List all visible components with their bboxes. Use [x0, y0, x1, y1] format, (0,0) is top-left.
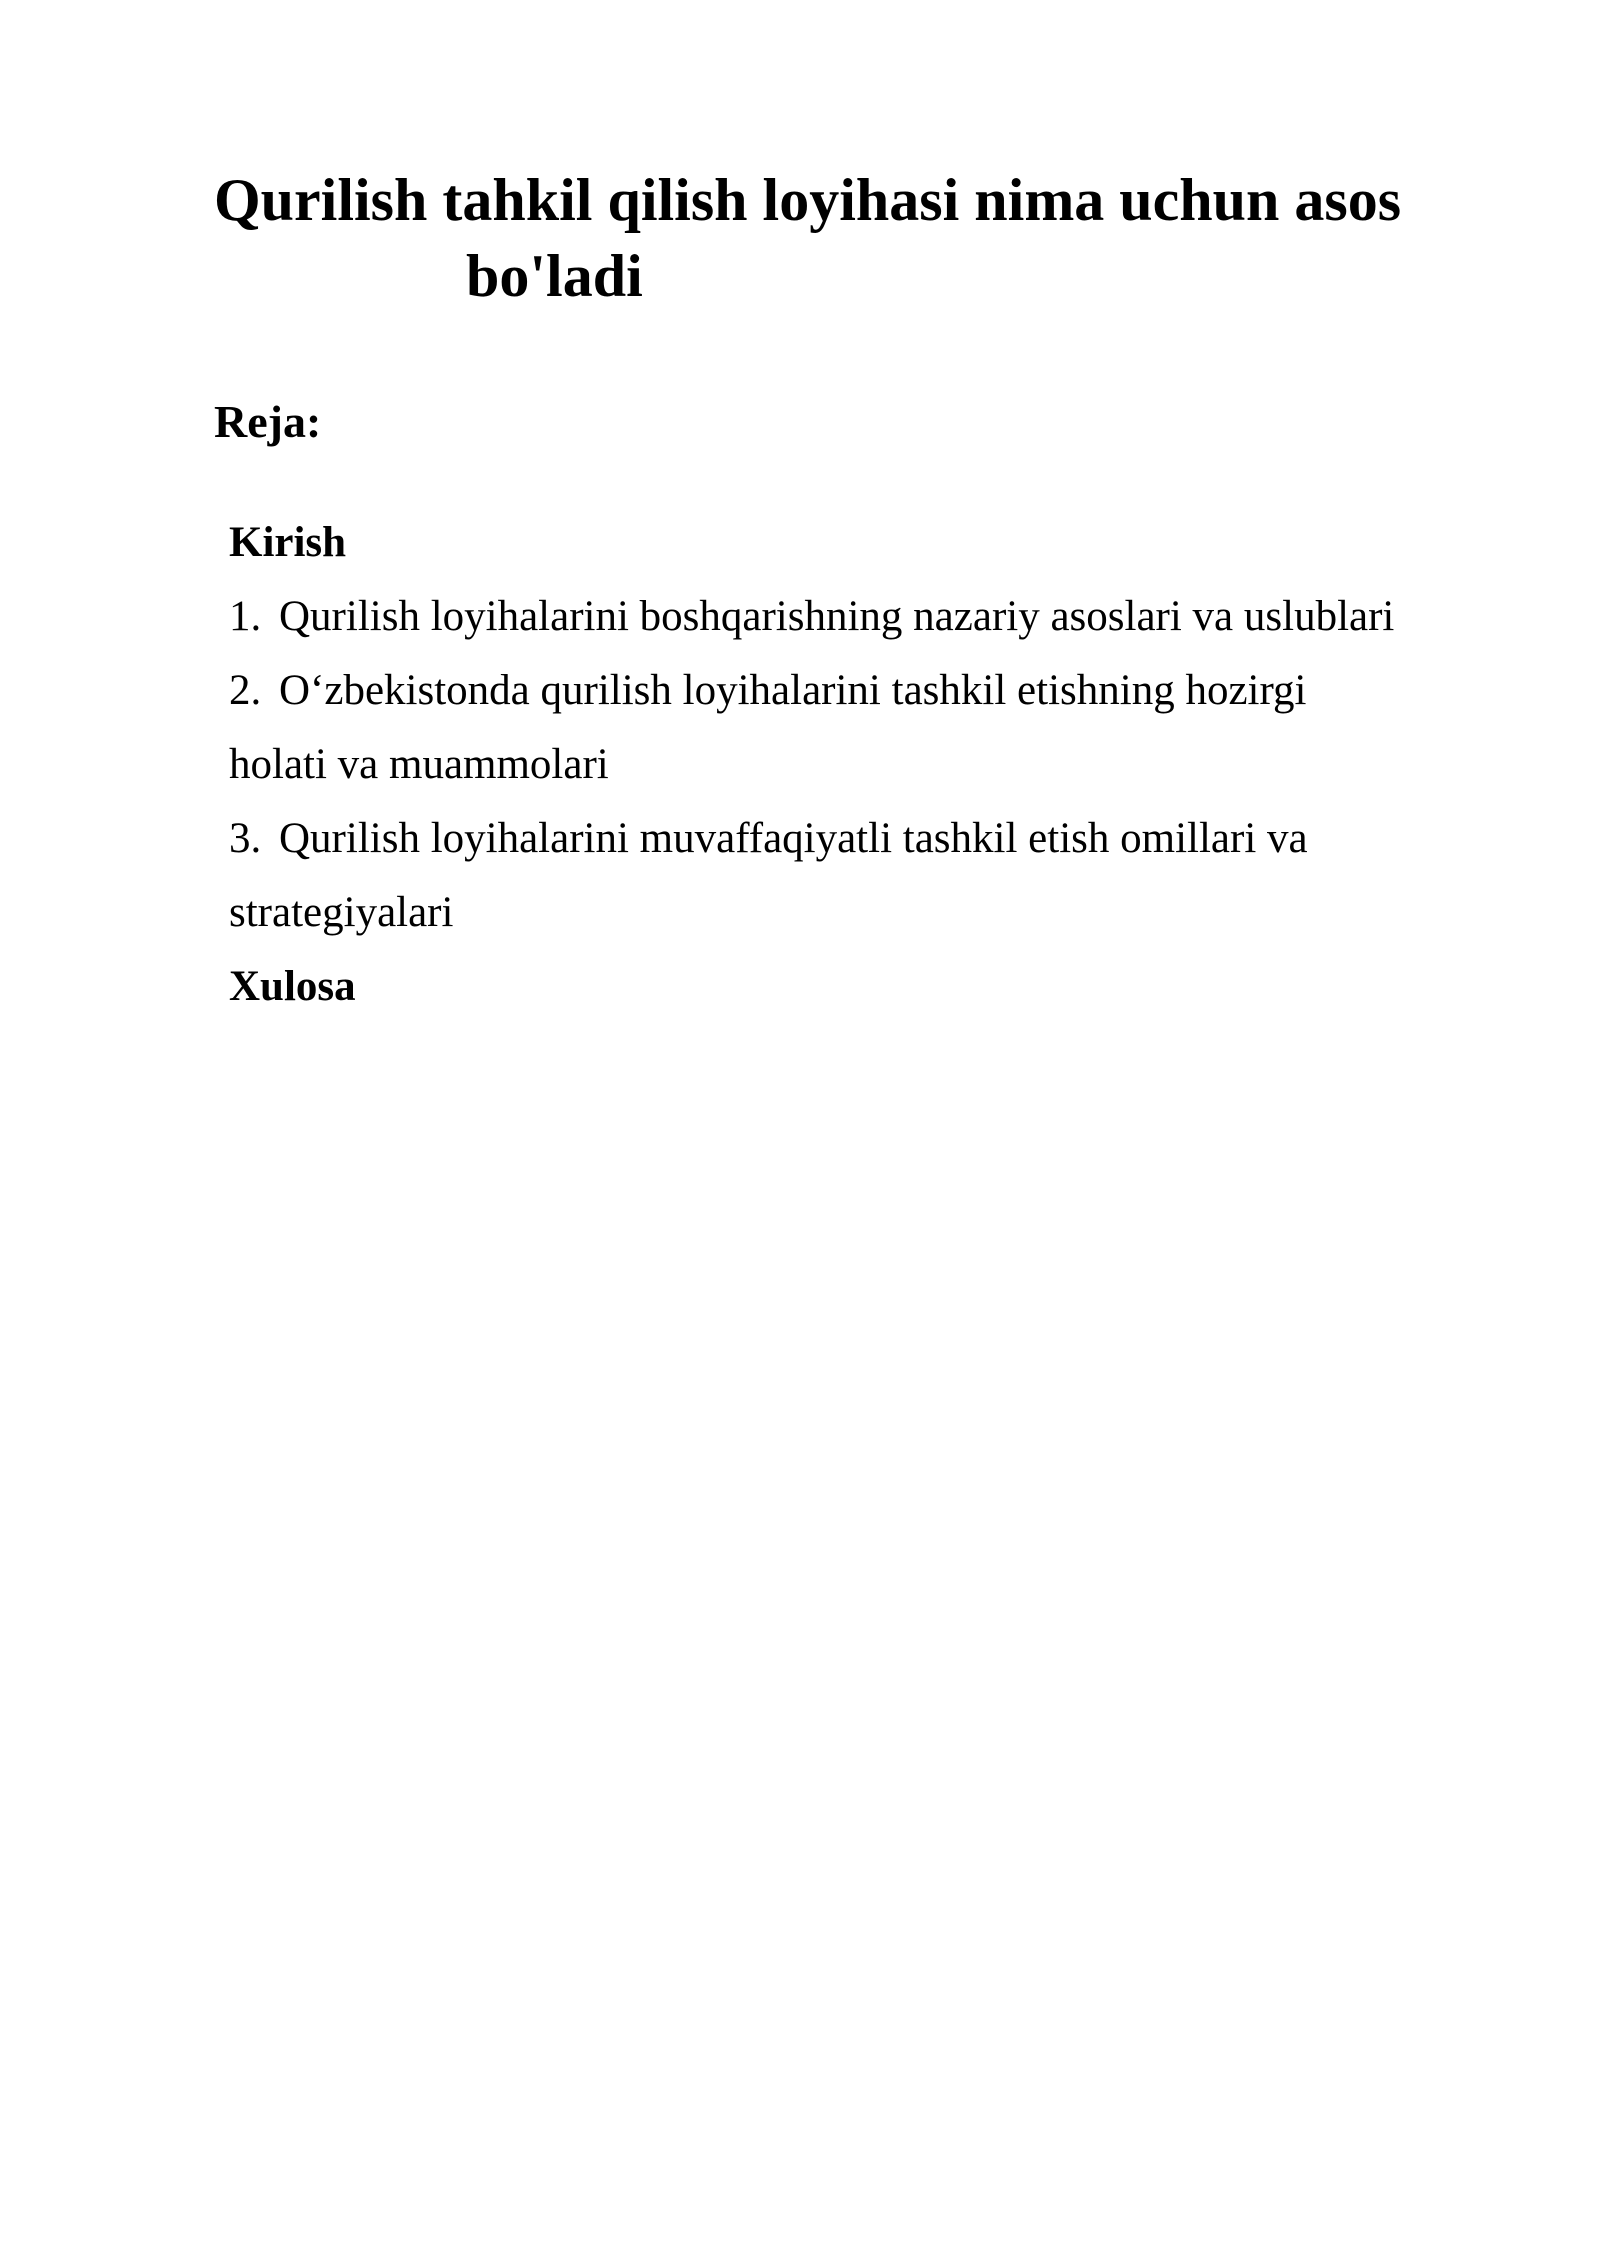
plan-item-3-continuation: strategiyalari — [229, 889, 454, 936]
plan-item-text: Qurilish loyihalarini muvaffaqiyatli tashkil etish omillari va — [279, 815, 1308, 862]
plan-conclusion: Xulosa — [229, 963, 356, 1010]
plan-item-number: 1. — [229, 593, 262, 640]
plan-list — [229, 506, 1529, 1024]
plan-intro: Kirish — [229, 519, 347, 566]
plan-item-1 — [229, 580, 1529, 654]
plan-item-number: 3. — [229, 815, 262, 862]
plan-item-3 — [229, 802, 1529, 876]
plan-item-number: 2. — [229, 667, 262, 714]
plan-item-text: Qurilish loyihalarini boshqarishning nazariy asoslari va uslublari — [279, 593, 1395, 640]
title-line-2: bo'ladi — [466, 243, 643, 309]
document-title — [214, 162, 1504, 314]
plan-item-text: O‘zbekistonda qurilish loyihalarini tashkil etishning hozirgi — [279, 667, 1307, 714]
plan-item-2-continuation: holati va muammolari — [229, 741, 609, 788]
plan-item-2 — [229, 654, 1529, 728]
title-line-1: Qurilish tahkil qilish loyihasi nima uchun asos — [214, 167, 1402, 233]
plan-heading: Reja: — [214, 396, 322, 447]
